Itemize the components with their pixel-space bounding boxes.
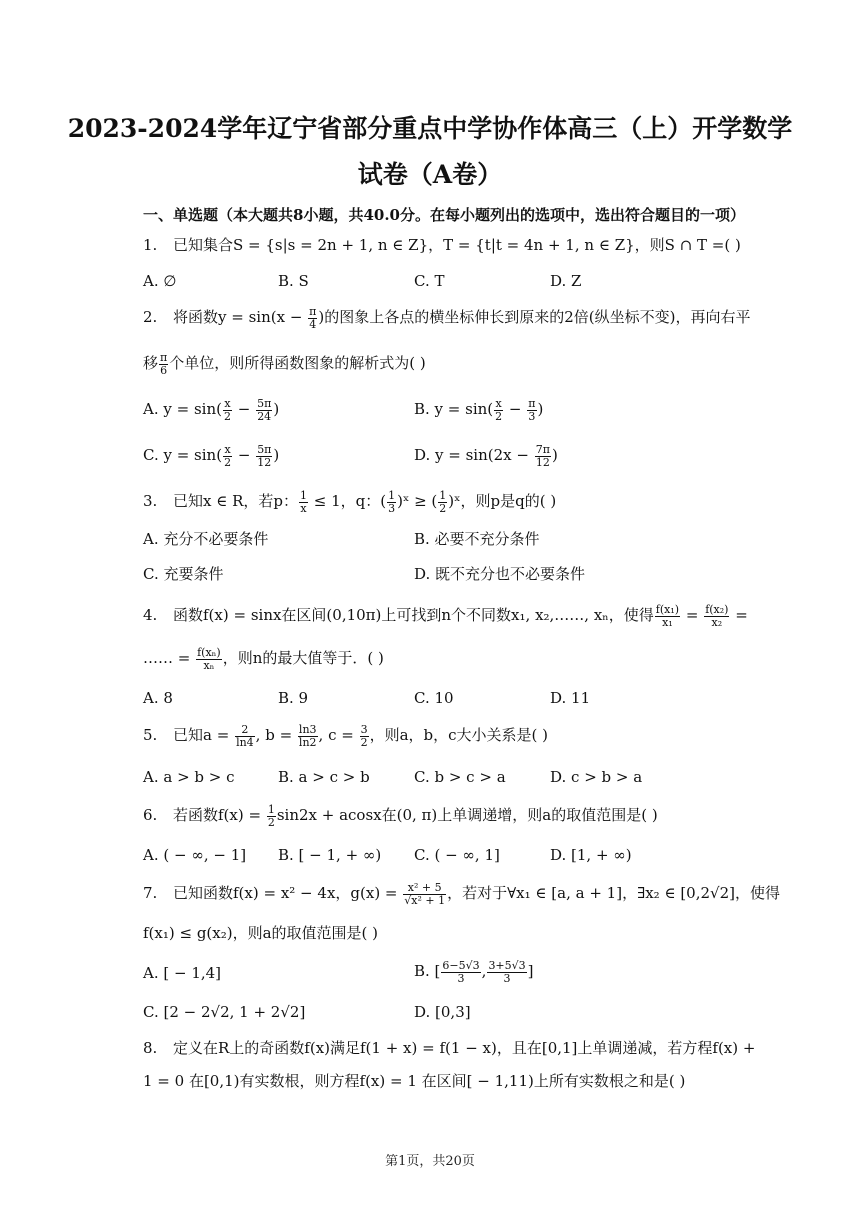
fraction-denominator: 12 (257, 455, 272, 469)
fraction-numerator: 3+5√3 (488, 959, 526, 972)
fraction-denominator: ln4 (236, 735, 254, 749)
fraction-denominator: 2 (495, 409, 503, 423)
fraction-numerator: f(x₁) (655, 603, 680, 616)
q2-option-c (143, 444, 279, 468)
fraction-denominator: 3 (457, 971, 465, 985)
q4-option-a: A. 8 (143, 689, 173, 707)
fraction-denominator: 4 (309, 317, 317, 331)
fraction (487, 960, 526, 984)
question-2 (143, 306, 752, 330)
question-5 (143, 724, 752, 748)
text-part: ) (537, 400, 544, 419)
fraction (494, 398, 503, 422)
fraction (387, 490, 396, 514)
fraction-denominator: √x² + 1 (404, 893, 446, 907)
fraction (256, 398, 272, 422)
fraction-denominator: 2 (360, 735, 368, 749)
question-8-line2: 1 = 0 在[0,1)有实数根，则方程f(x) = 1 在区间[ − 1,11)上所有实数根之和是( ) (143, 1072, 686, 1090)
text-part: D. y = sin(2x − (414, 446, 534, 465)
fraction (159, 352, 168, 376)
fraction-numerator: x² + 5 (403, 882, 446, 895)
fraction-numerator: 7π (535, 443, 550, 456)
text-part: ≤ 1，q：( (309, 492, 387, 511)
exam-title-line1: 2023-2024学年辽宁省部分重点中学协作体高三（上）开学数学 (67, 114, 793, 143)
text-part: B. [ (414, 962, 441, 981)
text-part: − (504, 400, 527, 419)
question-number: 2. (143, 308, 158, 327)
fraction-numerator: x (495, 397, 502, 410)
fraction (256, 444, 272, 468)
q3-option-d: D. 既不充分也不必要条件 (414, 565, 586, 583)
text-part: ，则n的最大值等于．( ) (222, 649, 384, 668)
question-7-line2: f(x₁) ≤ g(x₂)，则a的取值范围是( ) (143, 924, 379, 942)
fraction-numerator: x (224, 397, 231, 410)
text-part: − (232, 400, 256, 419)
text-part: 已知a = (173, 726, 235, 745)
text-part: 若函数f(x) = (173, 806, 266, 825)
text-part: 将函数y = sin(x − (173, 308, 308, 327)
question-number: 8. (143, 1039, 158, 1057)
text-part: ) (273, 446, 280, 465)
question-number: 3. (143, 492, 158, 511)
text-part: ) (273, 400, 280, 419)
q2-option-d (414, 444, 558, 468)
text-part: 已知x ∈ R，若p： (173, 492, 298, 511)
question-4 (143, 604, 752, 628)
question-number: 4. (143, 606, 158, 625)
fraction (196, 647, 222, 671)
text-part: sin2x + acosx在(0, π)上单调递增，则a的取值范围是( ) (276, 806, 658, 825)
q7-option-d: D. [0,3] (414, 1003, 471, 1021)
text-part: B. y = sin( (414, 400, 494, 419)
q6-option-a: A. ( − ∞, − 1] (143, 846, 247, 864)
text-part: , (481, 962, 487, 981)
fraction-denominator: xₙ (203, 658, 215, 672)
fraction-denominator: x (300, 501, 307, 515)
fraction (223, 444, 232, 468)
fraction-numerator: 1 (439, 489, 447, 502)
fraction (308, 306, 317, 330)
text-part: 移 (143, 354, 159, 373)
fraction-denominator: 24 (257, 409, 272, 423)
text-part: ，则a，b，c大小关系是( ) (369, 726, 548, 745)
q3-option-b: B. 必要不充分条件 (414, 530, 540, 548)
text-part: C. y = sin( (143, 446, 223, 465)
q7-option-a: A. [ − 1,4] (143, 964, 222, 982)
q1-option-b: B. S (278, 272, 309, 290)
q5-option-a: A. a > b > c (143, 768, 235, 786)
question-7 (143, 881, 780, 907)
q1-option-c: C. T (414, 272, 445, 290)
q7-option-b (414, 960, 534, 984)
text-part: )的图象上各点的横坐标伸长到原来的2倍(纵坐标不变)，再向右平 (318, 308, 751, 327)
fraction (441, 960, 480, 984)
text-part: …… = (143, 649, 196, 668)
question-4-line2 (143, 647, 752, 671)
text-part: = (681, 606, 704, 625)
text-part: ，若对于∀x₁ ∈ [a, a + 1]，∃x₂ ∈ [0,2√2]，使得 (447, 884, 780, 903)
fraction (298, 724, 318, 748)
question-text: 定义在R上的奇函数f(x)满足f(1 + x) = f(1 − x)，且在[0,1]上单调递减，若方程f(x) + (173, 1039, 756, 1057)
q3-option-a: A. 充分不必要条件 (143, 530, 269, 548)
page-footer: 第1页，共20页 (385, 1154, 475, 1169)
q4-option-b: B. 9 (278, 689, 309, 707)
fraction-numerator: 3 (360, 723, 368, 736)
question-number: 6. (143, 806, 158, 825)
fraction-numerator: 1 (267, 803, 275, 816)
text-part: ) (551, 446, 558, 465)
fraction (438, 490, 447, 514)
fraction-numerator: π (160, 351, 168, 364)
q4-option-d: D. 11 (550, 689, 591, 707)
question-2-line2 (143, 352, 752, 376)
fraction-denominator: 3 (503, 971, 511, 985)
q5-option-d: D. c > b > a (550, 768, 643, 786)
text-part: 个单位，则所得函数图象的解析式为( ) (169, 354, 426, 373)
fraction-denominator: 2 (223, 409, 231, 423)
fraction-numerator: 6−5√3 (442, 959, 480, 972)
fraction-numerator: π (528, 397, 536, 410)
question-number: 1. (143, 236, 158, 254)
fraction-denominator: 2 (224, 455, 232, 469)
fraction (403, 882, 446, 906)
q1-option-d: D. Z (550, 272, 582, 290)
q1-option-a: A. ∅ (143, 272, 177, 290)
text-part: )ˣ，则p是q的( ) (448, 492, 557, 511)
q5-option-b: B. a > c > b (278, 768, 370, 786)
fraction (704, 604, 729, 628)
fraction-numerator: ln3 (298, 723, 317, 736)
fraction-numerator: π (309, 305, 317, 318)
fraction-denominator: 6 (160, 363, 168, 377)
exam-title-line2: 试卷（A卷） (357, 160, 503, 189)
text-part: , c = (318, 726, 359, 745)
fraction-numerator: f(x₂) (705, 603, 729, 616)
fraction (535, 444, 551, 468)
fraction-denominator: 12 (535, 455, 550, 469)
q4-option-c: C. 10 (414, 689, 454, 707)
fraction-numerator: 5π (257, 397, 272, 410)
fraction-denominator: 3 (388, 501, 396, 515)
text-part: ] (527, 962, 534, 981)
question-number: 7. (143, 884, 158, 903)
fraction-denominator: x₂ (711, 615, 723, 629)
text-part: = (730, 606, 748, 625)
question-text: 已知集合S = {s|s = 2n + 1, n ∈ Z}，T = {t|t = 4n + 1, n ∈ Z}，则S ∩ T =( ) (173, 236, 741, 254)
text-part: , b = (255, 726, 297, 745)
text-part: 已知函数f(x) = x² − 4x，g(x) = (173, 884, 403, 903)
fraction (655, 604, 680, 628)
fraction-numerator: f(xₙ) (197, 646, 221, 659)
q2-option-b (414, 398, 543, 422)
fraction (223, 398, 232, 422)
q7-option-c: C. [2 − 2√2, 1 + 2√2] (143, 1003, 306, 1021)
question-8 (143, 1039, 756, 1058)
fraction-denominator: ln2 (298, 735, 317, 749)
section-heading-single-choice: 一、单选题（本大题共8小题，共40.0分。在每小题列出的选项中，选出符合题目的一项） (143, 206, 745, 224)
q2-option-a (143, 398, 279, 422)
q6-option-c: C. ( − ∞, 1] (414, 846, 500, 864)
question-number: 5. (143, 726, 158, 745)
fraction-numerator: 2 (235, 724, 255, 737)
question-6 (143, 804, 752, 828)
text-part: − (233, 446, 256, 465)
q5-option-c: C. b > c > a (414, 768, 506, 786)
fraction-denominator: x₁ (662, 615, 673, 629)
q6-option-d: D. [1, + ∞) (550, 846, 632, 864)
fraction-denominator: 3 (528, 409, 536, 423)
text-part: 函数f(x) = sinx在区间(0,10π)上可找到n个不同数x₁, x₂,……, xₙ，使得 (173, 606, 654, 625)
fraction-denominator: 2 (439, 501, 447, 515)
question-3 (143, 490, 752, 514)
text-part: )ˣ ≥ ( (397, 492, 438, 511)
fraction-numerator: x (224, 443, 231, 456)
text-part: A. y = sin( (143, 400, 222, 419)
question-1 (143, 236, 752, 255)
fraction (267, 804, 276, 828)
fraction (527, 398, 536, 422)
fraction (235, 724, 255, 748)
q3-option-c: C. 充要条件 (143, 565, 224, 583)
fraction (299, 490, 308, 514)
fraction-numerator: 1 (388, 489, 396, 502)
q6-option-b: B. [ − 1, + ∞) (278, 846, 382, 864)
fraction-numerator: 5π (257, 443, 272, 456)
fraction-denominator: 2 (267, 815, 275, 829)
fraction-numerator: 1 (300, 489, 307, 502)
fraction (360, 724, 369, 748)
